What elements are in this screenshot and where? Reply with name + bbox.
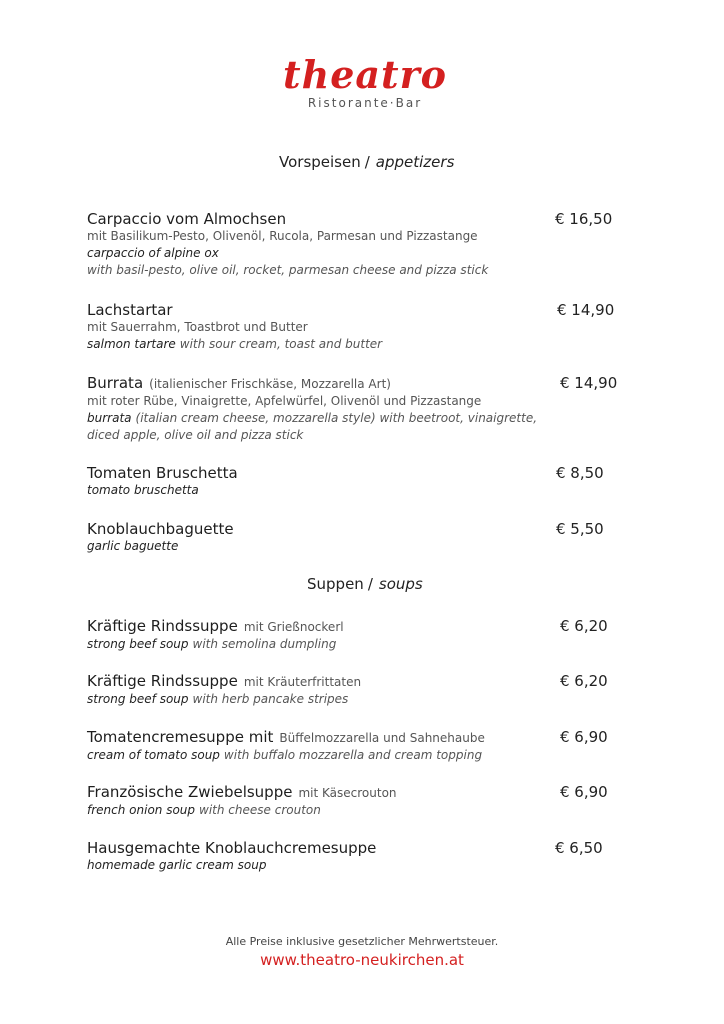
menu-item [87,301,617,353]
menu-item [87,728,617,764]
logo-subtitle: Ristorante·Bar [307,96,423,110]
restaurant-logo [270,52,460,110]
item-name-en: strong beef soup [87,637,189,651]
item-description-en: with buffalo mozzarella and cream topping [223,748,483,762]
item-price: € 6,20 [560,672,608,690]
item-extra: Büffelmozzarella und Sahnehaube [279,731,485,745]
menu-item [87,374,617,444]
menu-item [87,520,617,555]
item-description-de: mit roter Rübe, Vinaigrette, Apfelwürfel, Olivenöl und Pizzastange [87,394,482,408]
menu-item [87,783,617,819]
item-description-en: (italian cream cheese, mozzarella style) with beetroot, vinaigrette, [135,411,538,425]
item-price: € 6,90 [560,728,608,746]
item-name-en: french onion soup [87,803,196,817]
item-name: Burrata [87,374,144,392]
section-separator: / [367,575,373,593]
item-name-en: cream of tomato soup [87,748,220,762]
section-separator: / [364,153,370,171]
item-extra: mit Grießnockerl [243,620,344,634]
vat-note: Alle Preise inklusive gesetzlicher Mehrwertsteuer. [225,935,499,948]
item-price: € 8,50 [556,464,604,482]
section-title-soups [307,575,423,593]
item-price: € 16,50 [555,210,613,228]
item-name: Tomatencremesuppe mit [87,728,274,746]
item-extra: mit Kräuterfrittaten [243,675,362,689]
item-description-en: with sour cream, toast and butter [179,337,383,351]
item-description-de: mit Sauerrahm, Toastbrot und Butter [87,320,308,334]
item-name: Lachstartar [87,301,173,319]
section-title-de: Vorspeisen [279,153,361,171]
menu-item [87,464,617,499]
item-description-de: mit Basilikum-Pesto, Olivenöl, Rucola, Parmesan und Pizzastange [87,229,478,243]
item-name-en: salmon tartare [87,337,176,351]
item-price: € 5,50 [556,520,604,538]
item-name-en: homemade garlic cream soup [87,858,267,872]
item-description-en: with cheese crouton [199,803,321,817]
item-name: Französische Zwiebelsuppe [87,783,293,801]
menu-item [87,672,617,708]
item-name: Kräftige Rindssuppe [87,617,238,635]
item-price: € 6,50 [555,839,603,857]
item-name: Tomaten Bruschetta [87,464,238,482]
item-name-en: burrata [87,411,132,425]
item-price: € 14,90 [557,301,615,319]
item-description-en-2: diced apple, olive oil and pizza stick [87,428,304,442]
item-name: Kräftige Rindssuppe [87,672,238,690]
section-title-en: appetizers [375,153,455,171]
logo-brand: theatro [283,52,447,97]
item-name: Carpaccio vom Almochsen [87,210,287,228]
item-extra: (italienischer Frischkäse, Mozzarella Art) [149,377,391,391]
menu-item [87,617,617,653]
menu-item [87,839,617,874]
menu-item [87,210,617,279]
item-name-en: tomato bruschetta [87,483,199,497]
item-description-en: with semolina dumpling [192,637,337,651]
item-extra: mit Käsecrouton [298,786,397,800]
section-title-de: Suppen [307,575,364,593]
item-name-en: garlic baguette [87,539,179,553]
item-name-en: strong beef soup [87,692,189,706]
website-link[interactable]: www.theatro-neukirchen.at [260,951,464,969]
item-price: € 6,90 [560,783,608,801]
item-price: € 6,20 [560,617,608,635]
item-description-en: with herb pancake stripes [192,692,349,706]
section-title-en: soups [378,575,423,593]
item-price: € 14,90 [560,374,618,392]
item-description-en: with basil-pesto, olive oil, rocket, parmesan cheese and pizza stick [87,263,489,277]
item-name-en: carpaccio of alpine ox [87,246,219,260]
item-name: Knoblauchbaguette [87,520,234,538]
section-title-appetizers [279,153,454,171]
item-name: Hausgemachte Knoblauchcremesuppe [87,839,377,857]
